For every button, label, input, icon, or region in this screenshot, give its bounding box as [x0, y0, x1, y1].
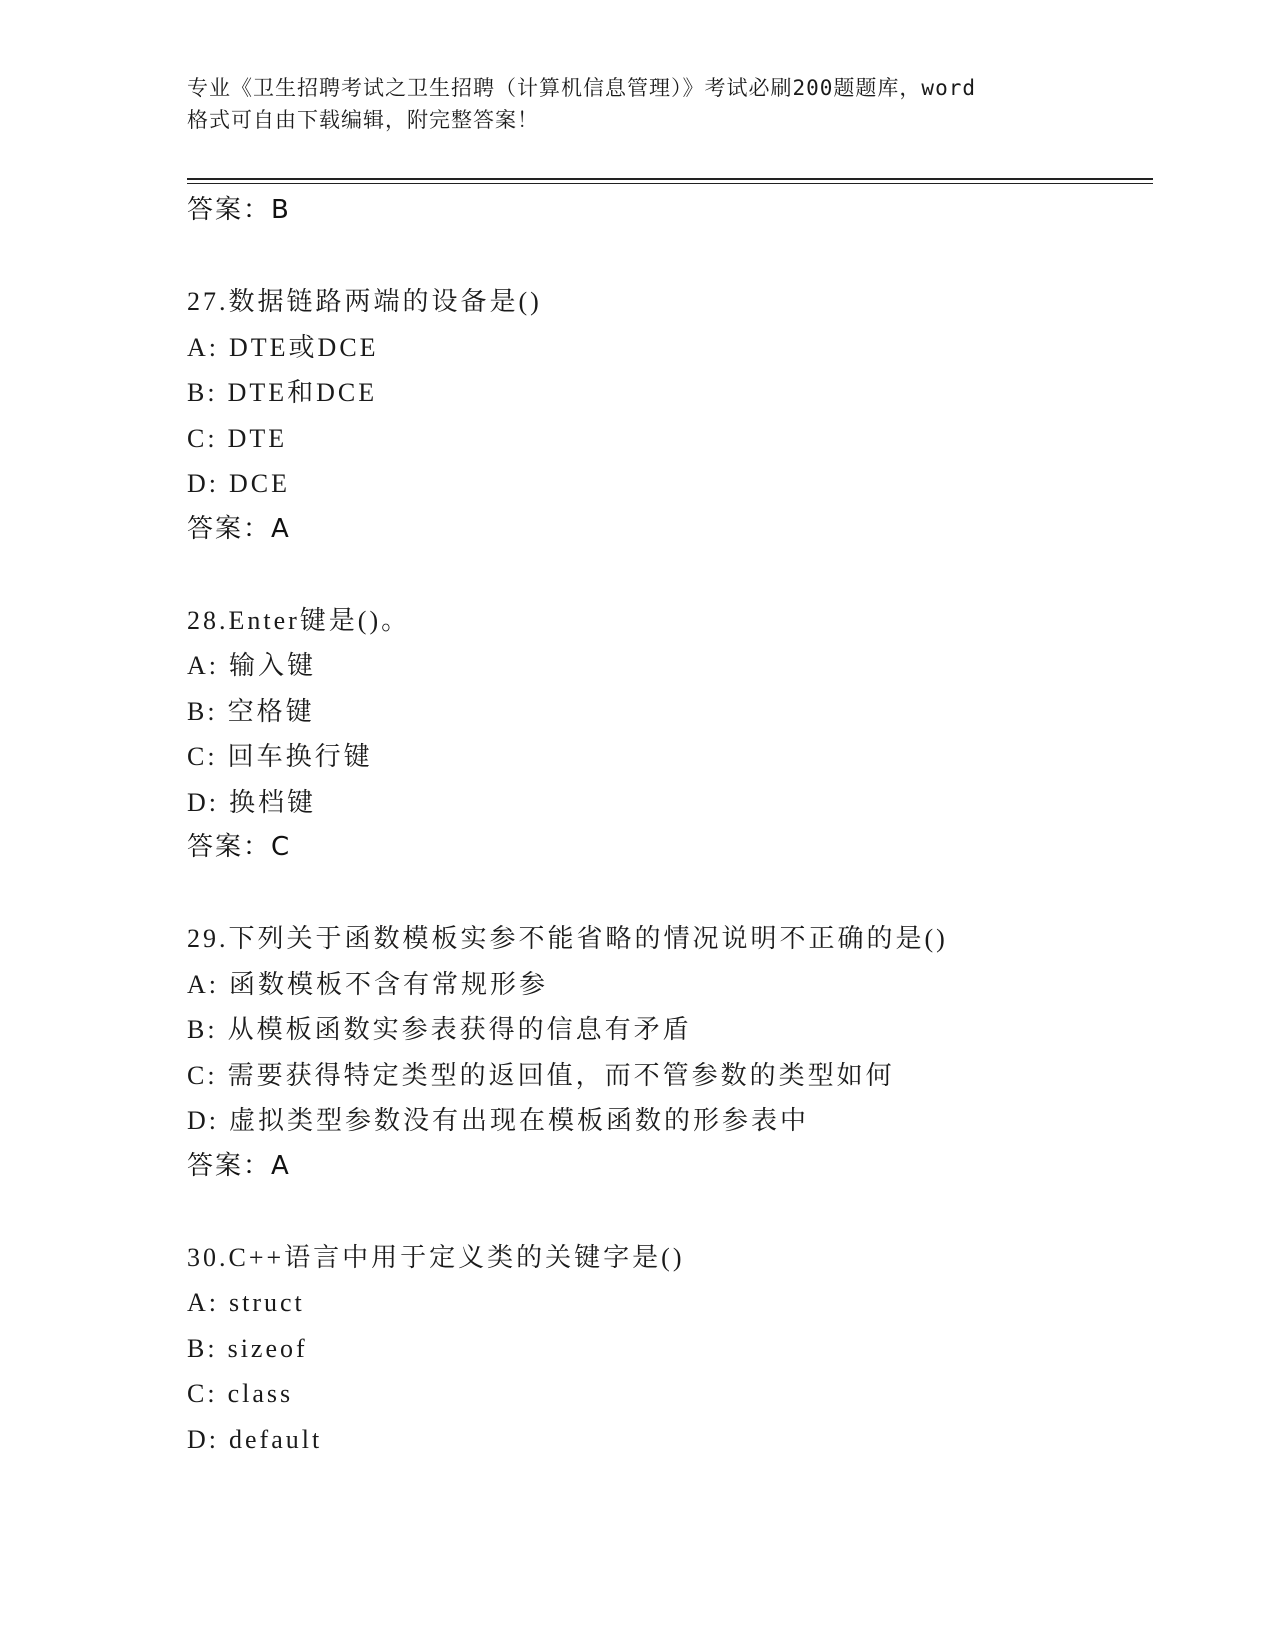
option-separator: :: [208, 787, 220, 817]
option-separator: :: [207, 742, 218, 771]
option-text: DTE和DCE: [227, 378, 378, 407]
question-stem: [187, 916, 1153, 962]
answer-label: 答案：: [187, 832, 272, 862]
question-block: [187, 1235, 1153, 1463]
option-letter: C: [187, 1060, 208, 1090]
option-separator: :: [207, 696, 218, 726]
option-line: [187, 1053, 1153, 1099]
option-separator: :: [208, 1106, 220, 1135]
spacer: [187, 1189, 1153, 1235]
question-text: Enter键是()。: [228, 605, 411, 635]
option-separator: :: [207, 423, 218, 453]
option-separator: :: [208, 969, 220, 999]
option-line: [187, 1326, 1153, 1372]
option-letter: C: [187, 742, 208, 771]
option-line: [187, 1371, 1153, 1417]
option-line: [187, 1280, 1153, 1326]
option-line: [187, 962, 1153, 1008]
answer-value: A: [271, 513, 291, 544]
document-header: [187, 72, 1087, 136]
option-line: [187, 370, 1153, 416]
option-separator: :: [207, 1333, 218, 1363]
header-rule-thin: [187, 183, 1153, 184]
option-letter: B: [187, 378, 208, 407]
option-line: [187, 734, 1153, 780]
spacer: [187, 871, 1153, 917]
answer-label: 答案：: [187, 195, 272, 225]
option-line: [187, 643, 1153, 689]
option-letter: A: [187, 969, 209, 999]
option-line: [187, 1007, 1153, 1053]
header-rule-thick: [187, 178, 1153, 180]
option-text: 函数模板不含有常规形参: [229, 969, 549, 999]
option-separator: :: [208, 1288, 220, 1317]
option-line: [187, 1417, 1153, 1463]
header-line-2: 格式可自由下载编辑，附完整答案！: [187, 108, 539, 132]
question-stem: [187, 279, 1153, 325]
option-line: [187, 1098, 1153, 1144]
answer-line: [187, 188, 1153, 234]
option-letter: A: [187, 1288, 209, 1317]
question-stem: [187, 598, 1153, 644]
header-line-1: 专业《卫生招聘考试之卫生招聘（计算机信息管理）》考试必刷200题题库，word: [187, 76, 976, 100]
question-text: 下列关于函数模板实参不能省略的情况说明不正确的是(): [228, 924, 948, 953]
option-text: DTE: [227, 423, 288, 453]
option-letter: A: [187, 332, 209, 362]
option-text: 从模板函数实参表获得的信息有矛盾: [227, 1015, 692, 1044]
question-number: 29.: [187, 924, 229, 953]
option-separator: :: [208, 332, 220, 362]
option-text: sizeof: [227, 1333, 308, 1363]
option-letter: C: [187, 423, 208, 453]
option-letter: D: [187, 1106, 209, 1135]
answer-line: [187, 1144, 1153, 1190]
option-letter: B: [187, 696, 208, 726]
option-letter: B: [187, 1333, 208, 1363]
option-letter: D: [187, 1424, 209, 1454]
option-separator: :: [208, 1424, 220, 1454]
option-line: [187, 416, 1153, 462]
question-block: [187, 279, 1153, 552]
option-letter: D: [187, 787, 209, 817]
question-number: 27.: [187, 287, 229, 316]
option-separator: :: [208, 469, 220, 498]
answer-value: A: [271, 1150, 291, 1181]
option-text: default: [229, 1424, 323, 1454]
option-text: 空格键: [227, 696, 315, 726]
answer-label: 答案：: [187, 513, 272, 544]
option-text: DTE或DCE: [229, 332, 379, 362]
option-letter: B: [187, 1015, 208, 1044]
question-text: C++语言中用于定义类的关键字是(): [228, 1242, 685, 1272]
option-separator: :: [208, 651, 220, 680]
option-line: [187, 461, 1153, 507]
option-text: 需要获得特定类型的返回值，而不管参数的类型如何: [227, 1060, 895, 1090]
option-text: 虚拟类型参数没有出现在模板函数的形参表中: [229, 1106, 810, 1135]
option-letter: D: [187, 469, 209, 498]
option-text: struct: [229, 1288, 305, 1317]
spacer: [187, 552, 1153, 598]
option-text: 回车换行键: [227, 742, 373, 771]
option-separator: :: [207, 1060, 218, 1090]
option-letter: A: [187, 651, 209, 680]
spacer: [187, 234, 1153, 280]
option-text: 输入键: [229, 651, 317, 680]
option-line: [187, 689, 1153, 735]
option-text: class: [227, 1379, 294, 1408]
option-line: [187, 780, 1153, 826]
option-text: 换档键: [229, 787, 317, 817]
option-letter: C: [187, 1379, 208, 1408]
option-text: DCE: [229, 469, 291, 498]
question-block: [187, 916, 1153, 1189]
question-stem: [187, 1235, 1153, 1281]
option-line: [187, 325, 1153, 371]
question-number: 28.: [187, 605, 229, 635]
answer-line: [187, 507, 1153, 553]
question-number: 30.: [187, 1242, 229, 1272]
question-list: [187, 188, 1153, 1462]
answer-value: B: [271, 195, 291, 225]
option-separator: :: [207, 1015, 218, 1044]
option-separator: :: [207, 1379, 218, 1408]
question-block: [187, 598, 1153, 871]
answer-value: C: [271, 832, 292, 862]
answer-line: [187, 825, 1153, 871]
question-text: 数据链路两端的设备是(): [228, 287, 542, 316]
answer-label: 答案：: [187, 1150, 272, 1181]
option-separator: :: [207, 378, 218, 407]
